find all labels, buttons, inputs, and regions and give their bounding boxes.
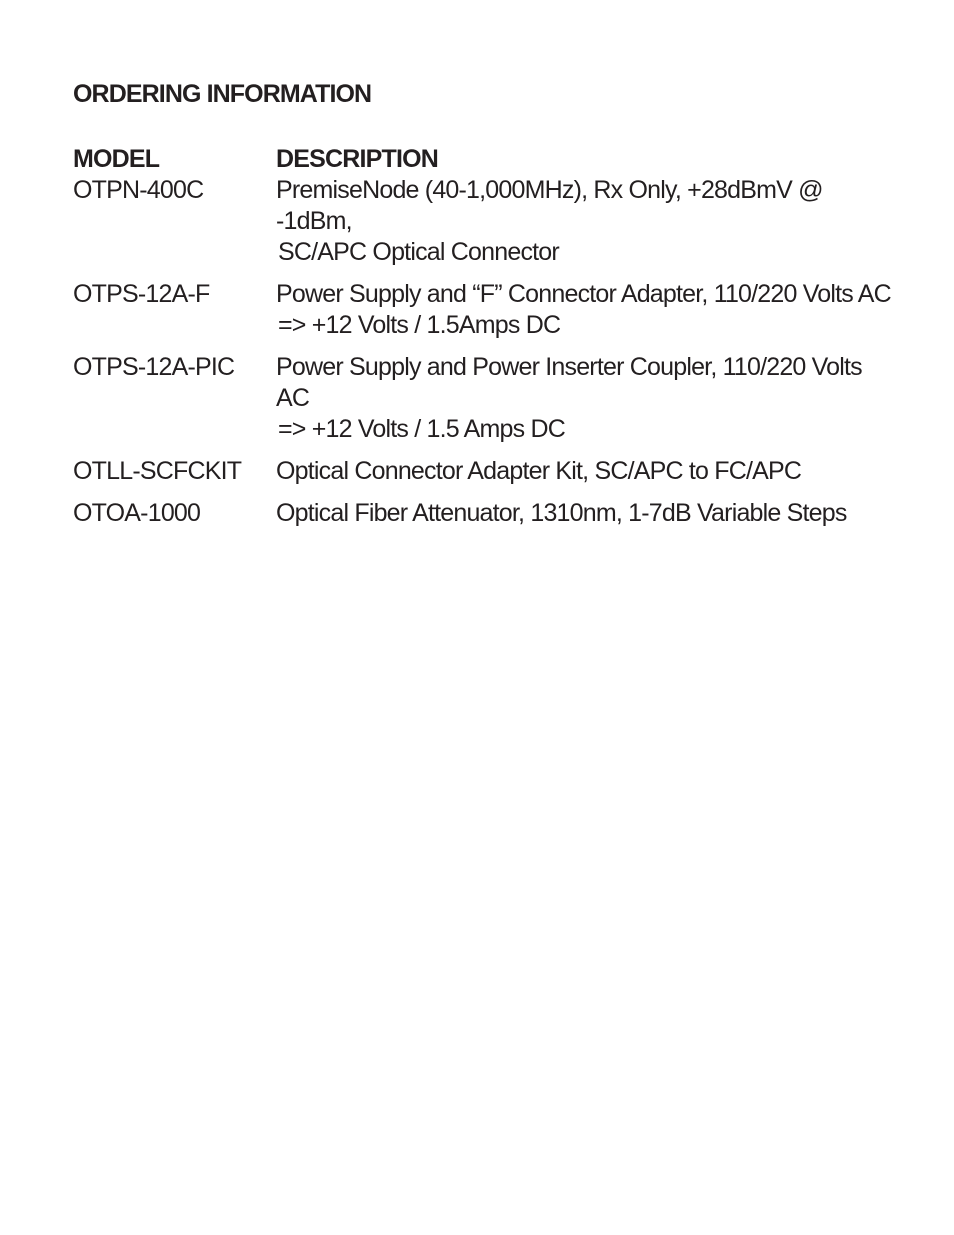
ordering-information-section [73, 79, 893, 529]
table-row [73, 456, 893, 487]
description-line: Power Supply and Power Inserter Coupler, 110/220 Volts AC [276, 353, 862, 412]
description-line: Optical Fiber Attenuator, 1310nm, 1-7dB Variable Steps [276, 499, 847, 527]
description-line: => +12 Volts / 1.5Amps DC [278, 311, 561, 339]
column-header-model: MODEL [73, 145, 160, 173]
ordering-table [73, 144, 893, 529]
description-line: SC/APC Optical Connector [278, 238, 559, 266]
model-cell: OTPN-400C [73, 176, 204, 204]
description-line: PremiseNode (40-1,000MHz), Rx Only, +28dBmV @ -1dBm, [276, 176, 823, 235]
section-heading: ORDERING INFORMATION [73, 80, 372, 108]
description-cell [276, 279, 893, 341]
table-row [73, 175, 893, 268]
description-line: => +12 Volts / 1.5 Amps DC [278, 415, 566, 443]
description-cell [276, 498, 893, 529]
description-cell [276, 352, 893, 445]
column-header-description: DESCRIPTION [276, 145, 439, 173]
description-line: Power Supply and “F” Connector Adapter, 110/220 Volts AC [276, 280, 891, 308]
table-row [73, 279, 893, 341]
description-cell [276, 175, 893, 268]
model-cell: OTOA-1000 [73, 499, 201, 527]
table-row [73, 352, 893, 445]
table-row [73, 498, 893, 529]
model-cell: OTLL-SCFCKIT [73, 457, 242, 485]
description-cell [276, 456, 893, 487]
table-header-row [73, 144, 893, 175]
model-cell: OTPS-12A-PIC [73, 353, 235, 381]
model-cell: OTPS-12A-F [73, 280, 210, 308]
description-line: Optical Connector Adapter Kit, SC/APC to FC/APC [276, 457, 802, 485]
